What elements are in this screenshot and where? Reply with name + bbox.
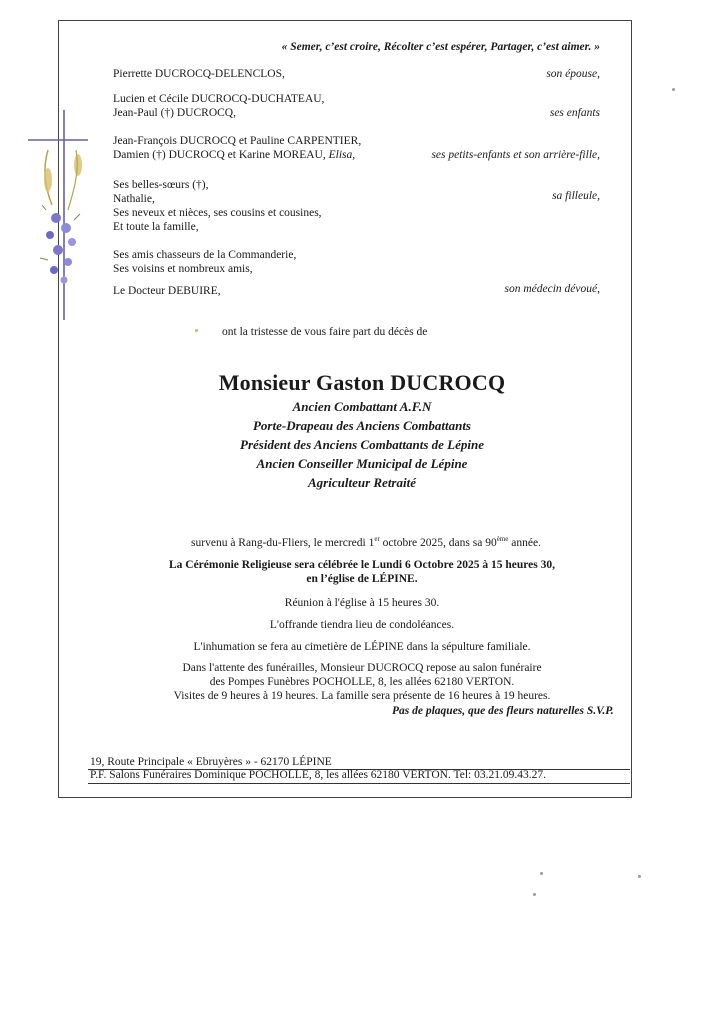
deceased-title: Agriculteur Retraité bbox=[308, 475, 416, 490]
waiting-line: Visites de 9 heures à 19 heures. La famille sera présente de 16 heures à 19 heures. bbox=[173, 690, 551, 702]
family-relation: ses petits-enfants et son arrière-fille, bbox=[431, 149, 600, 161]
address-line: 19, Route Principale « Ebruyères » - 62170 LÉPINE bbox=[90, 756, 332, 768]
family-name-line: Jean-François DUCROCQ et Pauline CARPENTIER, bbox=[113, 135, 362, 147]
cross-flowers-icon bbox=[28, 110, 88, 320]
family-name-line: Jean-Paul (†) DUCROCQ, bbox=[113, 107, 236, 119]
family-name-line: Ses amis chasseurs de la Commanderie, bbox=[113, 249, 297, 261]
waiting-line: des Pompes Funèbres POCHOLLE, 8, les allées 62180 VERTON. bbox=[209, 676, 515, 688]
ceremony-line: en l’église de LÉPINE. bbox=[306, 573, 418, 585]
deceased-title: Ancien Conseiller Municipal de Lépine bbox=[256, 456, 468, 471]
scan-speck bbox=[540, 872, 543, 875]
ceremony-line: La Cérémonie Religieuse sera célébrée le Lundi 6 Octobre 2025 à 15 heures 30, bbox=[168, 559, 556, 571]
death-statement: survenu à Rang-du-Fliers, le mercredi 1er octobre 2025, dans sa 90ème année. bbox=[191, 535, 541, 549]
family-relation: ses enfants bbox=[549, 107, 600, 119]
scan-speck bbox=[672, 88, 675, 91]
family-name-line: Pierrette DUCROCQ-DELENCLOS, bbox=[113, 68, 285, 80]
family-name-line: Le Docteur DEBUIRE, bbox=[113, 285, 221, 297]
burial-line: L'inhumation se fera au cimetière de LÉPINE dans la sépulture familiale. bbox=[193, 641, 531, 653]
family-name-suffix: Elisa, bbox=[328, 149, 356, 161]
flowers-note: Pas de plaques, que des fleurs naturelles S.V.P. bbox=[392, 705, 614, 717]
family-name-line: Ses neveux et nièces, ses cousins et cousines, bbox=[113, 207, 322, 219]
family-name-line: Damien (†) DUCROCQ et Karine MOREAU, Elisa, bbox=[113, 149, 356, 161]
family-name-line: Lucien et Cécile DUCROCQ-DUCHATEAU, bbox=[113, 93, 325, 105]
family-name-line: Et toute la famille, bbox=[113, 221, 199, 233]
reunion-line: Réunion à l'église à 15 heures 30. bbox=[284, 597, 440, 609]
family-relation: son épouse, bbox=[546, 68, 600, 80]
scan-speck bbox=[533, 893, 536, 896]
offering-line: L'offrande tiendra lieu de condoléances. bbox=[269, 619, 455, 631]
divider bbox=[88, 783, 630, 784]
deceased-title: Président des Anciens Combattants de Lépine bbox=[240, 437, 484, 452]
family-name-line: Ses voisins et nombreux amis, bbox=[113, 263, 253, 275]
deceased-name: Monsieur Gaston DUCROCQ bbox=[218, 370, 506, 395]
motto: « Semer, c’est croire, Récolter c’est espérer, Partager, c’est aimer. » bbox=[281, 41, 600, 53]
waiting-line: Dans l'attente des funérailles, Monsieur DUCROCQ repose au salon funéraire bbox=[182, 662, 542, 674]
deceased-title: Porte-Drapeau des Anciens Combattants bbox=[252, 418, 471, 433]
family-name-line: Ses belles-sœurs (†), bbox=[113, 179, 209, 191]
scan-speck bbox=[638, 875, 641, 878]
funeral-home-line: P.F. Salons Funéraires Dominique POCHOLLE, 8, les allées 62180 VERTON. Tel: 03.21.09.43.27. bbox=[90, 769, 546, 781]
announcement: ont la tristesse de vous faire part du décès de bbox=[222, 326, 428, 338]
family-relation: sa filleule, bbox=[552, 190, 600, 202]
scan-speck bbox=[195, 329, 198, 332]
family-relation: son médecin dévoué, bbox=[504, 283, 600, 295]
family-name-line: Nathalie, bbox=[113, 193, 155, 205]
deceased-title: Ancien Combattant A.F.N bbox=[292, 399, 432, 414]
